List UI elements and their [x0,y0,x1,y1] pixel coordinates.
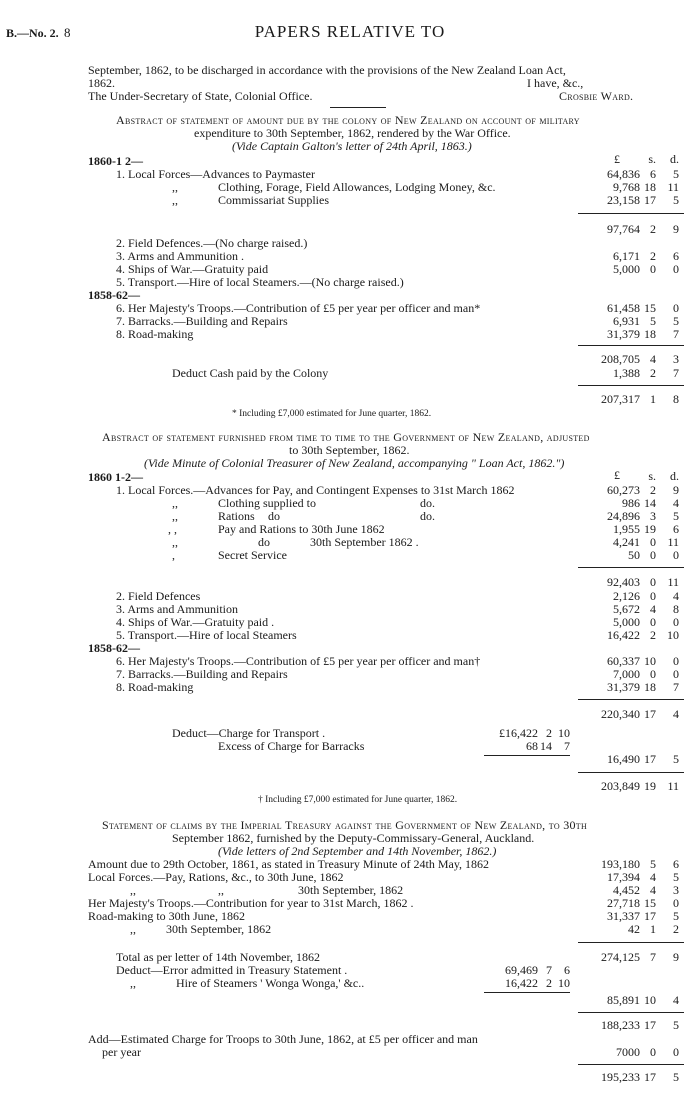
statement-line-3: 30th September, 1862 [298,883,404,897]
amount-shillings: 0 [650,589,656,603]
abstract2-item-2: 2. Field Defences [116,589,201,603]
subtotal-pence: 11 [667,575,679,589]
amount-pence: 4 [673,589,679,603]
deduct-shillings: 7 [546,963,552,977]
statement-line-2: Local Forces.—Pay, Rations, &c., to 30th June, 1862 [88,870,344,884]
amount-shillings: 10 [644,654,656,668]
abstract1-item-4: 4. Ships of War.—Gratuity paid [116,262,269,276]
amount-pence: 5 [673,167,679,181]
abstract2-sub-1: Clothing supplied to [218,496,317,510]
subtotal-shillings: 0 [650,575,656,589]
ditto-mark: ,, [130,922,136,936]
abstract2-sub-2: Rations [218,509,255,523]
subtotal-pounds: 188,233 [601,1018,640,1032]
abstract1-footnote: * Including £7,000 estimated for June quarter, 1862. [232,409,432,419]
statement-line-4: Her Majesty's Troops.—Contribution for year to 31st March, 1862 . [88,896,414,910]
abstract1-sub-2: Commissariat Supplies [218,193,329,207]
sum-rule [578,942,684,943]
amount-shillings: 0 [650,667,656,681]
deduct-total-pence: 5 [673,752,679,766]
amount-shillings: 2 [650,249,656,263]
currency-pence: d. [670,152,679,166]
amount-shillings: 4 [650,602,656,616]
amount-shillings: 2 [650,628,656,642]
amount-pence: 0 [673,615,679,629]
amount-pence: 7 [673,680,679,694]
amount-pounds: 60,273 [607,483,640,497]
abstract2-item-1: 1. Local Forces.—Advances for Pay, and Contingent Expenses to 31st March 1862 [116,483,515,497]
statement-add-1: Add—Estimated Charge for Troops to 30th June, 1862, at £5 per officer and man [88,1032,478,1046]
total-pence: 3 [673,352,679,366]
amount-pence: 0 [673,654,679,668]
sum-rule [578,1012,684,1013]
deduct-total-pence: 4 [673,993,679,1007]
amount-pounds: 27,718 [607,896,640,910]
subtotal-pounds: 92,403 [607,575,640,589]
subtotal-shillings: 2 [650,222,656,236]
amount-pence: 5 [673,509,679,523]
abstract2-sub-5: Secret Service [218,548,287,562]
abstract1-title-text: Abstract of statement of amount due by the colony of New Zealand on account of military [116,113,580,127]
abstract2-period-2: 1858-62— [88,641,140,655]
amount-pence: 2 [673,922,679,936]
abstract2-item-4: 4. Ships of War.—Gratuity paid . [116,615,275,629]
amount-pounds: 17,394 [607,870,640,884]
amount-pence: 0 [673,301,679,315]
net-pounds: 203,849 [601,779,640,793]
final-pence: 5 [673,1070,679,1084]
statement-line-6: 30th September, 1862 [166,922,272,936]
ditto-mark: ,, [172,180,178,194]
series-number: B.—No. 2. [6,26,59,40]
amount-pounds: 42 [628,922,640,936]
amount-shillings: 0 [650,615,656,629]
sum-rule [484,755,570,756]
amount-pence: 11 [667,180,679,194]
amount-pounds: 61,458 [607,301,640,315]
amount-shillings: 17 [644,909,656,923]
ditto-mark: ,, [172,496,178,510]
abstract2-title-text: Abstract of statement furnished from time to time to the Government of New Zealand, adjusted [102,430,590,444]
ditto-mark: ,, [130,883,136,897]
amount-shillings: 18 [644,180,656,194]
abstract2-sub-4: do [258,535,270,549]
currency-pounds: £ [614,468,620,482]
currency-pence: d. [670,469,679,483]
net-shillings: 1 [650,392,656,406]
ditto-mark: , [172,548,175,562]
ditto-do: do. [420,509,435,523]
amount-shillings: 0 [650,262,656,276]
amount-shillings: 4 [650,870,656,884]
intro-line-1: September, 1862, to be discharged in accordance with the provisions of the New Zealand Loan Act, [88,63,566,77]
abstract2-period-1: 1860 1-2— [88,470,143,484]
subtotal-pence: 9 [673,222,679,236]
page-number: 8 [64,25,71,40]
amount-pounds: 50 [628,548,640,562]
intro-line-2: 1862. [88,76,115,90]
net-pounds: 207,317 [601,392,640,406]
deduct-pence: 7 [673,366,679,380]
abstract2-title-2: to 30th September, 1862. [289,443,410,457]
amount-pounds: 6,171 [613,249,640,263]
amount-shillings: 5 [650,314,656,328]
amount-pence: 8 [673,602,679,616]
amount-shillings: 0 [650,535,656,549]
net-pence: 11 [667,779,679,793]
amount-pounds: 193,180 [601,857,640,871]
amount-pounds: 16,422 [607,628,640,642]
ditto-do: do [268,509,280,523]
amount-shillings: 1 [650,922,656,936]
deduct-shillings: 2 [650,366,656,380]
amount-pence: 0 [673,896,679,910]
currency-shillings: s. [648,469,656,483]
statement-deduct-1: Deduct—Error admitted in Treasury Statement . [116,963,348,977]
amount-pounds: 60,337 [607,654,640,668]
statement-title-1 [102,818,587,832]
total-pounds: 220,340 [601,707,640,721]
deduct-pence: 10 [558,976,570,990]
total-pence: 9 [673,950,679,964]
abstract2-sub-4-date: 30th September 1862 . [310,535,419,549]
amount-shillings: 3 [650,509,656,523]
amount-shillings: 2 [650,483,656,497]
amount-shillings: 4 [650,883,656,897]
amount-pounds: 7,000 [613,667,640,681]
deduct-shillings: 2 [546,726,552,740]
amount-pence: 7 [673,327,679,341]
deduct-pounds: 69,469 [505,963,538,977]
final-pounds: 195,233 [601,1070,640,1084]
abstract2-deduct-2: Excess of Charge for Barracks [218,739,365,753]
abstract1-item-6: 6. Her Majesty's Troops.—Contribution of £5 per year per officer and man* [116,301,481,315]
statement-title-text: Statement of claims by the Imperial Treasury against the Government of New Zealand, to 30th [102,818,588,832]
sum-rule [484,992,570,993]
net-pence: 8 [673,392,679,406]
deduct-pounds: 1,388 [613,366,640,380]
deduct-pence: 6 [564,963,570,977]
statement-title-2: September 1862, furnished by the Deputy-Commissary-General, Auckland. [172,831,535,845]
subtotal-pounds: 97,764 [607,222,640,236]
total-pounds: 208,705 [601,352,640,366]
deduct-total-pounds: 16,490 [607,752,640,766]
amount-pence: 6 [673,522,679,536]
statement-add-2: per year [102,1045,141,1059]
amount-pounds: 2,126 [613,589,640,603]
abstract2-item-3: 3. Arms and Ammunition [116,602,239,616]
ditto-do: do. [420,496,435,510]
amount-pounds: 986 [622,496,640,510]
deduct-total-pounds: 85,891 [607,993,640,1007]
amount-pounds: 9,768 [613,180,640,194]
amount-pence: 5 [673,909,679,923]
amount-pence: 9 [673,483,679,497]
abstract2-title-3: (Vide Minute of Colonial Treasurer of New Zealand, accompanying " Loan Act, 1862.") [144,456,565,470]
amount-pence: 11 [667,535,679,549]
ditto-mark: ,, [172,193,178,207]
amount-pounds: 64,836 [607,167,640,181]
abstract1-item-8: 8. Road-making [116,327,194,341]
currency-pounds: £ [614,152,620,166]
currency-shillings: s. [648,152,656,166]
sum-rule [578,345,684,346]
amount-pence: 3 [673,883,679,897]
amount-shillings: 6 [650,167,656,181]
abstract2-item-6: 6. Her Majesty's Troops.—Contribution of £5 per year per officer and man† [116,654,481,668]
deduct-pence: 7 [564,739,570,753]
amount-shillings: 18 [644,327,656,341]
running-title: PAPERS RELATIVE TO [254,22,446,41]
signature-name: Crosbie Ward. [559,89,634,103]
amount-pounds: 23,158 [607,193,640,207]
intro-addressee: The Under-Secretary of State, Colonial Office. [88,89,313,103]
statement-line-5: Road-making to 30th June, 1862 [88,909,245,923]
abstract1-item-7: 7. Barracks.—Building and Repairs [116,314,288,328]
amount-pence: 6 [673,249,679,263]
abstract1-period-1: 1860-1 2— [88,154,143,168]
amount-pounds: 5,672 [613,602,640,616]
intro-closing: I have, &c., [527,76,584,90]
abstract1-item-5: 5. Transport.—Hire of local Steamers.—(No charge raised.) [116,275,404,289]
abstract1-title-1 [116,113,580,127]
amount-shillings: 14 [644,496,656,510]
sum-rule [578,567,684,568]
amount-pounds: 5,000 [613,262,640,276]
statement-deduct-2: Hire of Steamers ' Wonga Wonga,' &c.. [176,976,365,990]
amount-pounds: 5,000 [613,615,640,629]
amount-shillings: 17 [644,193,656,207]
ditto-mark: ,, [172,535,178,549]
net-shillings: 19 [644,779,656,793]
amount-pence: 6 [673,857,679,871]
total-shillings: 4 [650,352,656,366]
amount-pounds: 6,931 [613,314,640,328]
add-shillings: 0 [650,1045,656,1059]
subtotal-pence: 5 [673,1018,679,1032]
amount-pounds: 4,452 [613,883,640,897]
total-shillings: 7 [650,950,656,964]
statement-line-1: Amount due to 29th October, 1861, as stated in Treasury Minute of 24th May, 1862 [88,857,490,871]
total-shillings: 17 [644,707,656,721]
ditto-mark: ,, [172,509,178,523]
abstract2-title-1 [102,430,590,444]
add-pence: 0 [673,1045,679,1059]
abstract1-title-3: (Vide Captain Galton's letter of 24th April, 1863.) [232,139,472,153]
amount-pounds: 31,379 [607,680,640,694]
abstract1-title-2: expenditure to 30th September, 1862, rendered by the War Office. [194,126,511,140]
deduct-total-shillings: 10 [644,993,656,1007]
amount-shillings: 18 [644,680,656,694]
sum-rule [578,699,684,700]
amount-pence: 5 [673,870,679,884]
amount-shillings: 0 [650,548,656,562]
deduct-pence: 10 [558,726,570,740]
abstract2-item-5: 5. Transport.—Hire of local Steamers [116,628,297,642]
divider [330,107,386,108]
abstract2-item-7: 7. Barracks.—Building and Repairs [116,667,288,681]
add-pounds: 7000 [616,1045,640,1059]
amount-pounds: 24,896 [607,509,640,523]
deduct-shillings: 2 [546,976,552,990]
ditto-mark: ,, [130,976,136,990]
amount-shillings: 15 [644,896,656,910]
amount-pounds: 1,955 [613,522,640,536]
sum-rule [578,385,684,386]
statement-total-label: Total as per letter of 14th November, 1862 [116,950,320,964]
total-pounds: 274,125 [601,950,640,964]
deduct-pounds: 68 [526,739,538,753]
amount-shillings: 5 [650,857,656,871]
total-pence: 4 [673,707,679,721]
deduct-shillings: 14 [540,739,552,753]
amount-pence: 0 [673,667,679,681]
sum-rule [578,1064,684,1065]
abstract1-deduct-label: Deduct Cash paid by the Colony [172,366,329,380]
deduct-pounds: 16,422 [505,976,538,990]
ditto-mark: , , [168,522,177,536]
amount-pounds: 31,379 [607,327,640,341]
amount-pence: 5 [673,193,679,207]
statement-title-3: (Vide letters of 2nd September and 14th November, 1862.) [218,844,497,858]
amount-pounds: 31,337 [607,909,640,923]
abstract1-item-1: 1. Local Forces—Advances to Paymaster [116,167,315,181]
amount-pounds: 4,241 [613,535,640,549]
abstract1-sub-1: Clothing, Forage, Field Allowances, Lodging Money, &c. [218,180,496,194]
abstract2-item-8: 8. Road-making [116,680,194,694]
abstract2-sub-3: Pay and Rations to 30th June 1862 [218,522,385,536]
subtotal-shillings: 17 [644,1018,656,1032]
abstract2-footnote: † Including £7,000 estimated for June quarter, 1862. [258,795,458,805]
amount-pence: 4 [673,496,679,510]
amount-pence: 0 [673,548,679,562]
abstract1-item-3: 3. Arms and Ammunition . [116,249,245,263]
sum-rule [578,213,684,214]
abstract1-item-2: 2. Field Defences.—(No charge raised.) [116,236,308,250]
amount-pence: 10 [667,628,679,642]
ditto-mark: ,, [218,883,224,897]
sum-rule [578,772,684,773]
deduct-pounds: £16,422 [499,726,538,740]
final-shillings: 17 [644,1070,656,1084]
amount-pence: 5 [673,314,679,328]
deduct-total-shillings: 17 [644,752,656,766]
amount-shillings: 19 [644,522,656,536]
abstract2-deduct-1: Deduct—Charge for Transport . [172,726,326,740]
abstract1-period-2: 1858-62— [88,288,140,302]
amount-pence: 0 [673,262,679,276]
amount-shillings: 15 [644,301,656,315]
